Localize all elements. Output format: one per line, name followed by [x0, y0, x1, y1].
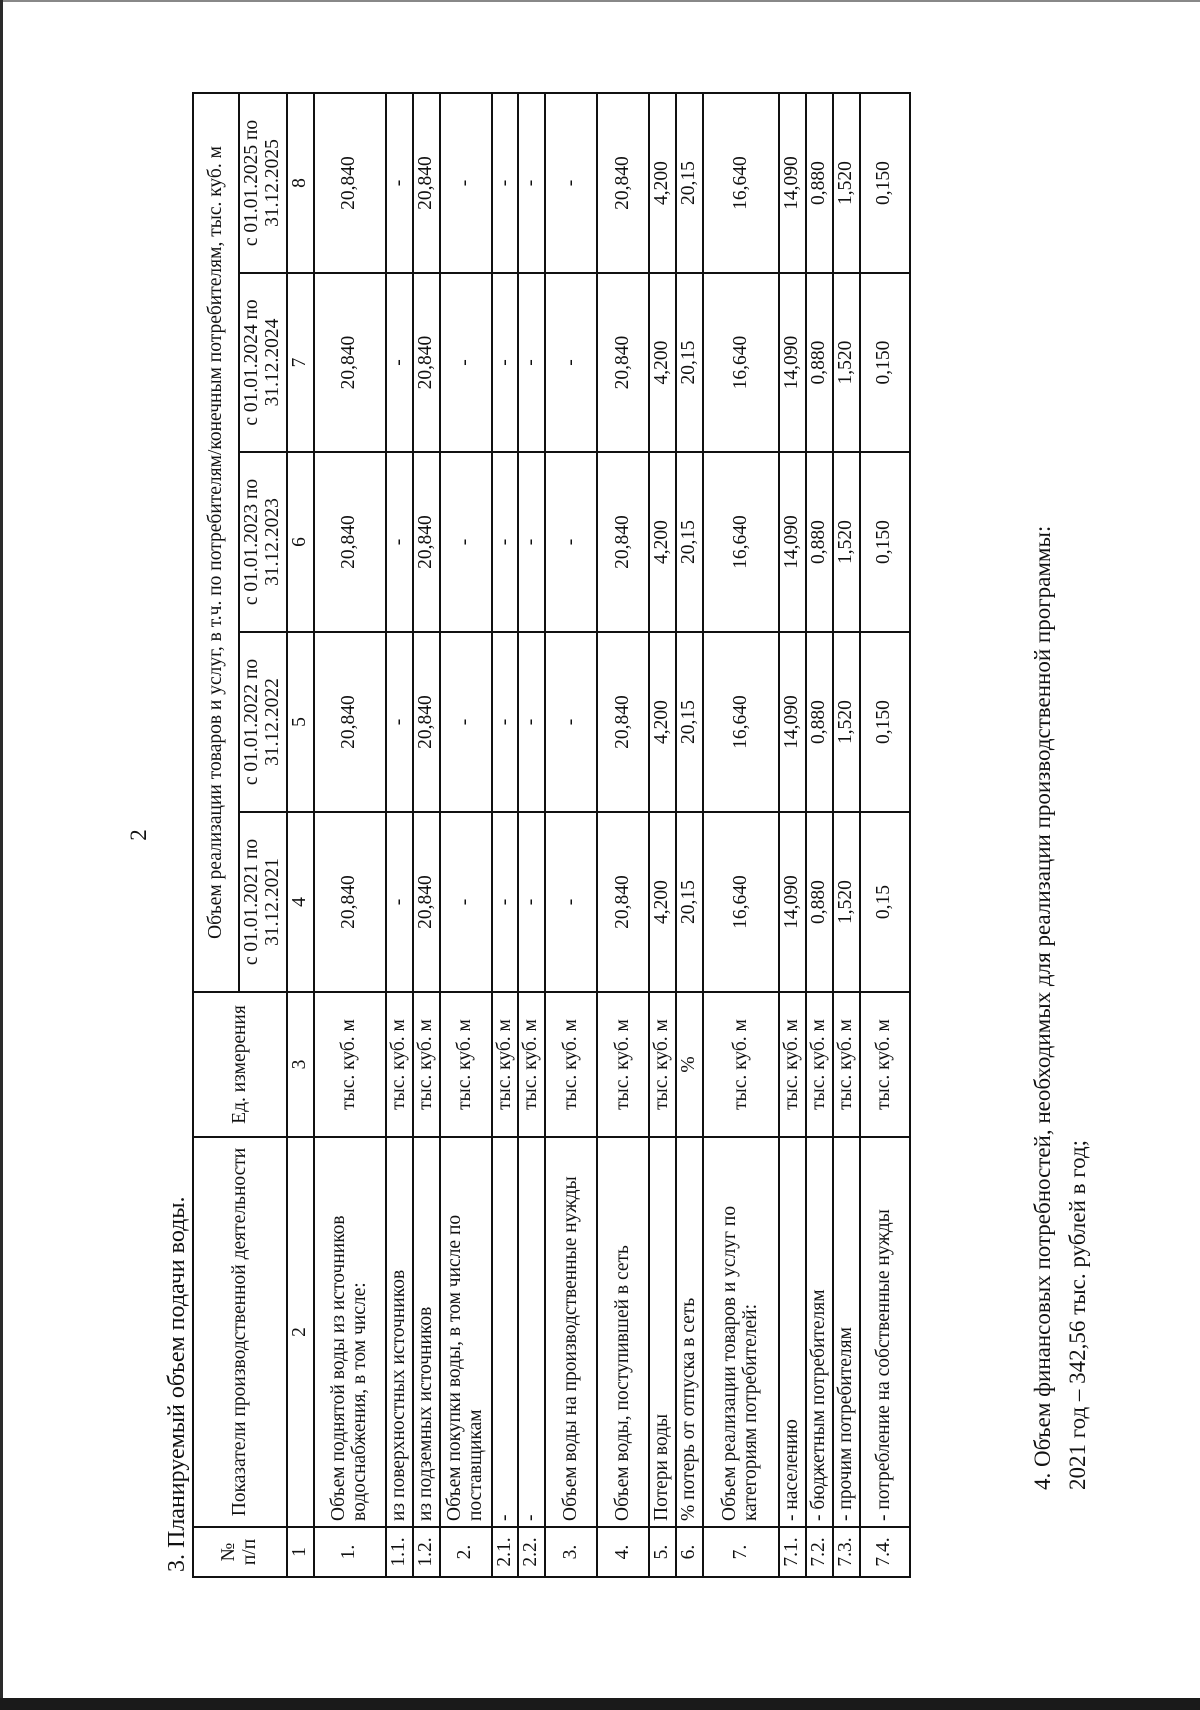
row-value: -	[386, 452, 413, 632]
row-value: 20,840	[314, 93, 386, 273]
row-value: 16,640	[703, 632, 779, 812]
header-volume-group: Объем реализации товаров и услуг, в т.ч. по потребителям/конечным потребителям, тыс. куб. м	[193, 93, 239, 992]
row-value: 16,640	[703, 452, 779, 632]
row-value: 0,880	[806, 273, 833, 452]
header-period: с 01.01.2021 по 31.12.2021	[239, 812, 287, 992]
row-value: 20,15	[676, 93, 703, 273]
column-number: 8	[287, 93, 314, 273]
table-row	[314, 93, 386, 1577]
row-value: 0,880	[806, 812, 833, 992]
header-period: с 01.01.2024 по 31.12.2024	[239, 273, 287, 452]
table-row	[779, 93, 806, 1577]
row-value: -	[518, 273, 545, 452]
row-value: 20,840	[413, 812, 440, 992]
row-number: 1.1.	[386, 1527, 413, 1577]
header-period: с 01.01.2023 по 31.12.2023	[239, 452, 287, 632]
row-value: 20,15	[676, 812, 703, 992]
row-value: 20,840	[413, 273, 440, 452]
row-value: 20,840	[597, 632, 649, 812]
row-value: -	[492, 812, 519, 992]
row-value: 4,200	[649, 452, 676, 632]
header-period: с 01.01.2025 по 31.12.2025	[239, 93, 287, 273]
row-value: 1,520	[833, 632, 860, 812]
header-unit: Ед. измерения	[193, 992, 287, 1137]
column-number: 7	[287, 273, 314, 452]
table-row	[649, 93, 676, 1577]
row-value: 1,520	[833, 93, 860, 273]
row-unit: тыс. куб. м	[860, 992, 910, 1137]
row-indicator: - потребление на собственные нужды	[860, 1137, 910, 1527]
row-value: 14,090	[779, 632, 806, 812]
row-indicator: Объем поднятой воды из источников водоснабжения, в том числе:	[314, 1137, 386, 1527]
row-indicator: Объем покупки воды, в том числе по поставщикам	[440, 1137, 492, 1527]
scan-edge-top	[0, 0, 1200, 2]
row-value: 0,15	[860, 812, 910, 992]
table-row	[413, 93, 440, 1577]
column-number: 3	[287, 992, 314, 1137]
row-value: 20,15	[676, 632, 703, 812]
row-indicator: -	[518, 1137, 545, 1527]
row-value: 0,150	[860, 93, 910, 273]
row-value: 14,090	[779, 452, 806, 632]
row-indicator: из поверхностных источников	[386, 1137, 413, 1527]
row-indicator: Объем воды на производственные нужды	[545, 1137, 597, 1527]
row-number: 3.	[545, 1527, 597, 1577]
row-value: -	[545, 273, 597, 452]
water-supply-table	[192, 92, 911, 1578]
table-row	[545, 93, 597, 1577]
row-unit: тыс. куб. м	[806, 992, 833, 1137]
row-number: 1.	[314, 1527, 386, 1577]
row-unit: тыс. куб. м	[492, 992, 519, 1137]
row-number: 2.2.	[518, 1527, 545, 1577]
row-value: 20,840	[314, 632, 386, 812]
row-value: 20,840	[597, 812, 649, 992]
row-value: 20,840	[597, 452, 649, 632]
row-value: -	[440, 632, 492, 812]
row-value: 0,880	[806, 452, 833, 632]
row-value: 16,640	[703, 273, 779, 452]
row-indicator: Объем реализации товаров и услуг по категориям потребителей:	[703, 1137, 779, 1527]
row-unit: тыс. куб. м	[649, 992, 676, 1137]
row-value: -	[386, 93, 413, 273]
row-value: 20,840	[413, 93, 440, 273]
row-value: -	[518, 452, 545, 632]
row-indicator: -	[492, 1137, 519, 1527]
column-number: 4	[287, 812, 314, 992]
row-unit: тыс. куб. м	[386, 992, 413, 1137]
row-number: 7.	[703, 1527, 779, 1577]
row-value: 16,640	[703, 812, 779, 992]
row-unit: тыс. куб. м	[597, 992, 649, 1137]
row-value: -	[440, 273, 492, 452]
table-row	[386, 93, 413, 1577]
row-value: 20,840	[413, 452, 440, 632]
table-row	[860, 93, 910, 1577]
row-value: 14,090	[779, 812, 806, 992]
column-number: 2	[287, 1137, 314, 1527]
row-unit: тыс. куб. м	[703, 992, 779, 1137]
row-unit: тыс. куб. м	[413, 992, 440, 1137]
row-value: 20,15	[676, 452, 703, 632]
column-number: 5	[287, 632, 314, 812]
row-value: 0,150	[860, 452, 910, 632]
row-value: -	[545, 93, 597, 273]
table-row	[518, 93, 545, 1577]
row-value: -	[545, 812, 597, 992]
row-unit: %	[676, 992, 703, 1137]
table-row	[703, 93, 779, 1577]
row-value: -	[545, 452, 597, 632]
row-indicator: - бюджетным потребителям	[806, 1137, 833, 1527]
table-row	[440, 93, 492, 1577]
row-number: 7.3.	[833, 1527, 860, 1577]
row-number: 2.1.	[492, 1527, 519, 1577]
row-value: 16,640	[703, 93, 779, 273]
row-value: 0,150	[860, 632, 910, 812]
header-num: № п/п	[193, 1527, 287, 1577]
page-number: 2	[126, 829, 151, 841]
row-value: 4,200	[649, 93, 676, 273]
row-value: 4,200	[649, 632, 676, 812]
row-value: 20,840	[314, 452, 386, 632]
row-indicator: % потерь от отпуска в сеть	[676, 1137, 703, 1527]
table-row	[492, 93, 519, 1577]
row-value: 1,520	[833, 452, 860, 632]
row-unit: тыс. куб. м	[779, 992, 806, 1137]
row-value: -	[492, 632, 519, 812]
column-number-row	[287, 93, 314, 1577]
row-value: -	[492, 93, 519, 273]
row-value: -	[518, 812, 545, 992]
row-value: -	[386, 632, 413, 812]
row-value: -	[386, 812, 413, 992]
row-number: 7.4.	[860, 1527, 910, 1577]
row-value: 20,840	[314, 812, 386, 992]
row-number: 2.	[440, 1527, 492, 1577]
row-number: 1.2.	[413, 1527, 440, 1577]
row-value: -	[518, 632, 545, 812]
row-value: 4,200	[649, 812, 676, 992]
section-title: 3. Планируемый объем подачи воды.	[164, 1196, 190, 1572]
row-value: 0,880	[806, 93, 833, 273]
row-value: 14,090	[779, 273, 806, 452]
row-unit: тыс. куб. м	[314, 992, 386, 1137]
financial-needs-2021: 2021 год – 342,56 тыс. рублей в год;	[1065, 1139, 1090, 1490]
row-indicator: Потери воды	[649, 1137, 676, 1527]
row-value: -	[545, 632, 597, 812]
row-indicator: из подземных источников	[413, 1137, 440, 1527]
row-value: 20,840	[314, 273, 386, 452]
row-indicator: Объем воды, поступившей в сеть	[597, 1137, 649, 1527]
header-indicator: Показатели производственной деятельности	[193, 1137, 287, 1527]
row-unit: тыс. куб. м	[440, 992, 492, 1137]
column-number: 1	[287, 1527, 314, 1577]
financial-needs-text: 4. Объем финансовых потребностей, необходимых для реализации производственной программы:	[1030, 525, 1055, 1490]
row-value: -	[492, 452, 519, 632]
header-period: с 01.01.2022 по 31.12.2022	[239, 632, 287, 812]
row-number: 5.	[649, 1527, 676, 1577]
table-row	[833, 93, 860, 1577]
row-value: 0,150	[860, 273, 910, 452]
row-number: 6.	[676, 1527, 703, 1577]
row-value: 20,15	[676, 273, 703, 452]
row-number: 4.	[597, 1527, 649, 1577]
row-unit: тыс. куб. м	[545, 992, 597, 1137]
row-value: -	[518, 93, 545, 273]
row-value: 20,840	[413, 632, 440, 812]
row-unit: тыс. куб. м	[833, 992, 860, 1137]
row-value: -	[440, 93, 492, 273]
row-value: 20,840	[597, 93, 649, 273]
row-value: -	[386, 273, 413, 452]
table-row	[806, 93, 833, 1577]
row-number: 7.2.	[806, 1527, 833, 1577]
scan-edge-bottom	[0, 1698, 1200, 1710]
row-number: 7.1.	[779, 1527, 806, 1577]
row-value: 1,520	[833, 273, 860, 452]
row-value: 0,880	[806, 632, 833, 812]
row-value: 4,200	[649, 273, 676, 452]
row-value: 14,090	[779, 93, 806, 273]
column-number: 6	[287, 452, 314, 632]
row-indicator: - прочим потребителям	[833, 1137, 860, 1527]
row-value: 20,840	[597, 273, 649, 452]
row-value: -	[440, 812, 492, 992]
table-row	[597, 93, 649, 1577]
row-value: 1,520	[833, 812, 860, 992]
row-unit: тыс. куб. м	[518, 992, 545, 1137]
table-row	[676, 93, 703, 1577]
row-indicator: - населению	[779, 1137, 806, 1527]
row-value: -	[440, 452, 492, 632]
row-value: -	[492, 273, 519, 452]
scan-edge-left	[0, 0, 3, 1710]
rotated-document-page	[120, 70, 1130, 1600]
